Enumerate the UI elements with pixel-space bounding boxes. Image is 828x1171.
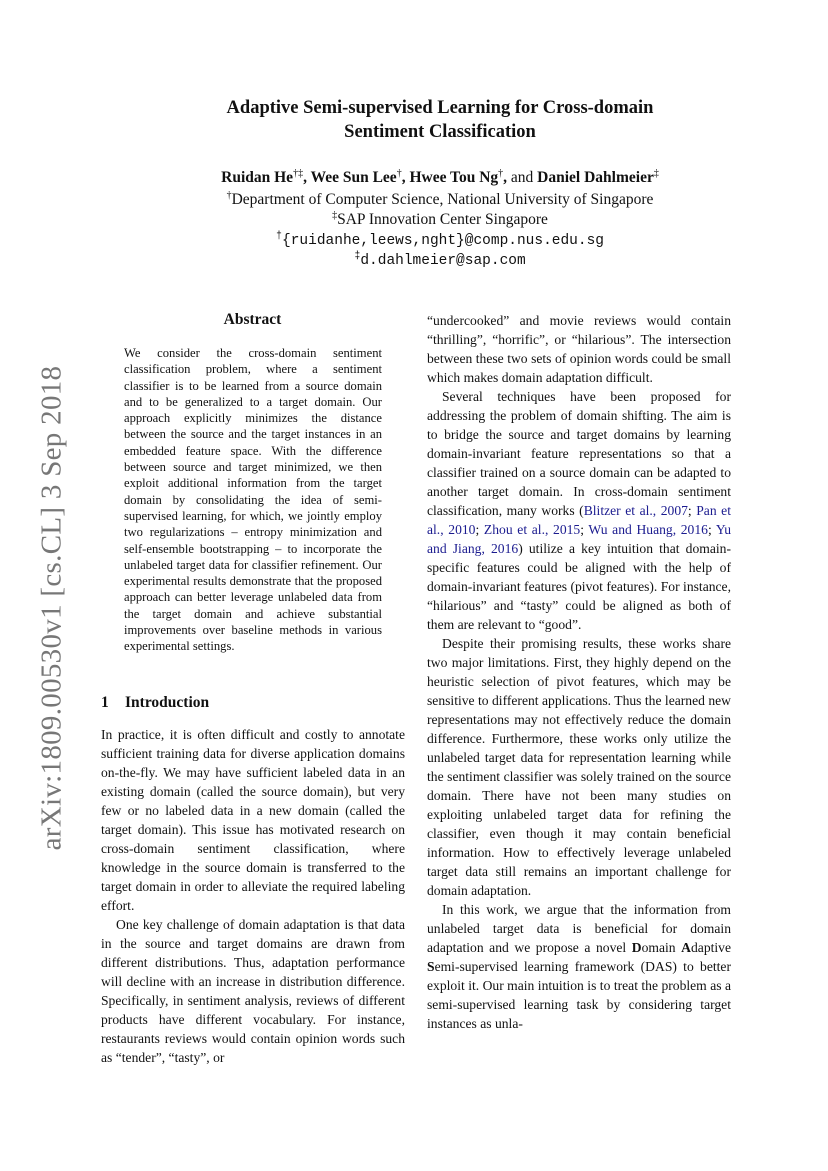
affiliation-text: SAP Innovation Center Singapore (337, 211, 548, 229)
author-mark: † (498, 168, 504, 179)
abstract-heading: Abstract (223, 311, 282, 328)
paragraph: In practice, it is often difficult and costly to annotate sufficient training data for diverse application domains on-the-fly. We may have sufficient labeled data in an existing domain (called the source domain), but very few or no labeled data in a new domain (called the target domain). This issue has motivated research on cross-domain sentiment classification, where knowledge in the source domain is transferred to the target domain in order to alleviate the required labeling effort. (101, 727, 405, 913)
citation-link[interactable]: Wu and Huang, 2016 (588, 522, 708, 537)
author-mark: † (396, 168, 402, 179)
paragraph-text: emi-supervised learning framework (434, 959, 635, 974)
author-name: Ruidan He (221, 169, 294, 187)
email-text: d.dahlmeier@sap.com (360, 252, 526, 269)
title-line-1: Adaptive Semi-supervised Learning for Cross-domain (226, 98, 654, 118)
author-name: Daniel Dahlmeier (537, 169, 654, 187)
section-title: Introduction (125, 694, 210, 711)
citation-link[interactable]: Zhou et al., 2015 (483, 522, 581, 537)
author-name: Wee Sun Lee (310, 169, 397, 187)
acronym-letter: D (631, 940, 642, 955)
paragraph-with-citations: Several techniques have been proposed for addressing the problem of domain shifting. The aim is to bridge the source and target domains by learning domain-invariant feature representations so that a classifier trained on a source domain can be adapted to another target domain. In cross-domain sentiment classification, many works (Blitzer et al., 2007; Pan et al., 2010; Zhou et al., 2015; Wu and Huang, 2016; Yu and Jiang, 2016) utilize a key intuition that domain-specific features could be aligned with the help of domain-invariant features (pivot features). For instance, “hilarious” and “tasty” could be aligned as both of them are relevant to “good”. (427, 389, 731, 632)
paragraph: “undercooked” and movie reviews would contain “thrilling”, “horrific”, or “hilarious”. The intersection between these two sets of opinion words could be small which makes domain adaptation difficult. (427, 313, 731, 385)
citation-link[interactable]: Blitzer et al., 2007 (583, 503, 688, 518)
author-and: and (510, 169, 534, 187)
affiliation-mark: ‡ (332, 210, 338, 221)
paper-title (150, 96, 730, 144)
paragraph-text: daptive (690, 940, 731, 955)
title-line-2: Sentiment Classification (344, 122, 536, 142)
paragraph-text: (DAS) to better exploit it. Our main intuition is to treat the problem as a semi-supervised learning task by considering target instances as unla- (427, 959, 731, 1031)
email-line-2 (120, 247, 760, 271)
section-number: 1 (101, 694, 109, 711)
citation-link[interactable]: Pan et al., 2010 (427, 503, 731, 537)
author-mark: ‡ (653, 168, 659, 179)
author-list: Ruidan He†‡, Wee Sun Lee†, Hwee Tou Ng†, and Daniel Dahlmeier‡ (221, 168, 659, 187)
paragraph: One key challenge of domain adaptation is that data in the source and target domains are drawn from different distributions. Thus, adaptation performance will decline with an increase in distribution difference. Specifically, in sentiment analysis, reviews of different products have different vocabulary. For instance, restaurants reviews would contain opinion words such as “tender”, “tasty”, or (101, 917, 405, 1065)
email-mark: ‡ (354, 251, 361, 262)
paragraph: Despite their promising results, these works share two major limitations. First, they highly depend on the heuristic selection of pivot features, which may be sensitive to different applications. Thus the learned new representations may not effectively reduce the domain difference. Furthermore, these works only utilize the unlabeled target data for representation learning while the sentiment classifier was solely trained on the source domain. There have not been many studies on exploiting unlabeled target data for refining the classifier, even though it may contain beneficial information. How to effectively leverage unlabeled target data still remains an important challenge for domain adaptation. (427, 636, 731, 898)
affiliation-text: Department of Computer Science, National University of Singapore (231, 191, 654, 209)
acronym-letter: A (681, 940, 691, 955)
email-mark: † (276, 231, 283, 242)
paragraph-text: omain (641, 940, 676, 955)
author-name: Hwee Tou Ng (409, 169, 499, 187)
section-heading (101, 694, 209, 712)
citation-link[interactable]: Yu and Jiang, 2016 (427, 522, 731, 556)
right-column (427, 311, 731, 1033)
paragraph-das (427, 900, 731, 1033)
email-text: {ruidanhe,leews,nght}@comp.nus.edu.sg (282, 232, 604, 249)
abstract-body: We consider the cross-domain sentiment classification problem, where a sentiment classifier is to be learned from a source domain and to be generalized to a target domain. Our approach explicitly minimizes the distance between the source and the target instances in an embedded feature space. With the difference between source and target minimized, we then exploit additional information from the target domain by consolidating the idea of semi-supervised learning, for which, we jointly employ two regularizations – entropy minimization and self-ensemble bootstrapping – to incorporate the unlabeled target data for classifier refinement. Our experimental results demonstrate that the proposed approach can better leverage unlabeled data from the target domain and achieve substantial improvements over baseline methods in various experimental settings. (124, 346, 382, 654)
paragraph-text: ) utilize a key intuition that domain-specific features could be aligned with the help of domain-invariant features (pivot features). For instance, “hilarious” and “tasty” could be aligned as both of them are relevant to “good”. (427, 541, 731, 632)
paragraph-text: Several techniques have been proposed for addressing the problem of domain shifting. The aim is to bridge the source and target domains by learning domain-invariant feature representations so that a classifier trained on a source domain can be adapted to another target domain. In cross-domain sentiment classification, many works ( (427, 389, 731, 518)
acronym-letter: S (427, 959, 435, 974)
author-mark: †‡ (293, 168, 304, 179)
arxiv-side-stamp: arXiv:1809.00530v1 [cs.CL] 3 Sep 2018 (35, 365, 68, 851)
affiliation-mark: † (226, 190, 232, 201)
paragraph-text: In this work, we argue that the information from unlabeled target data is beneficial for domain adaptation and we propose a novel (427, 902, 731, 955)
left-column (101, 725, 405, 1067)
